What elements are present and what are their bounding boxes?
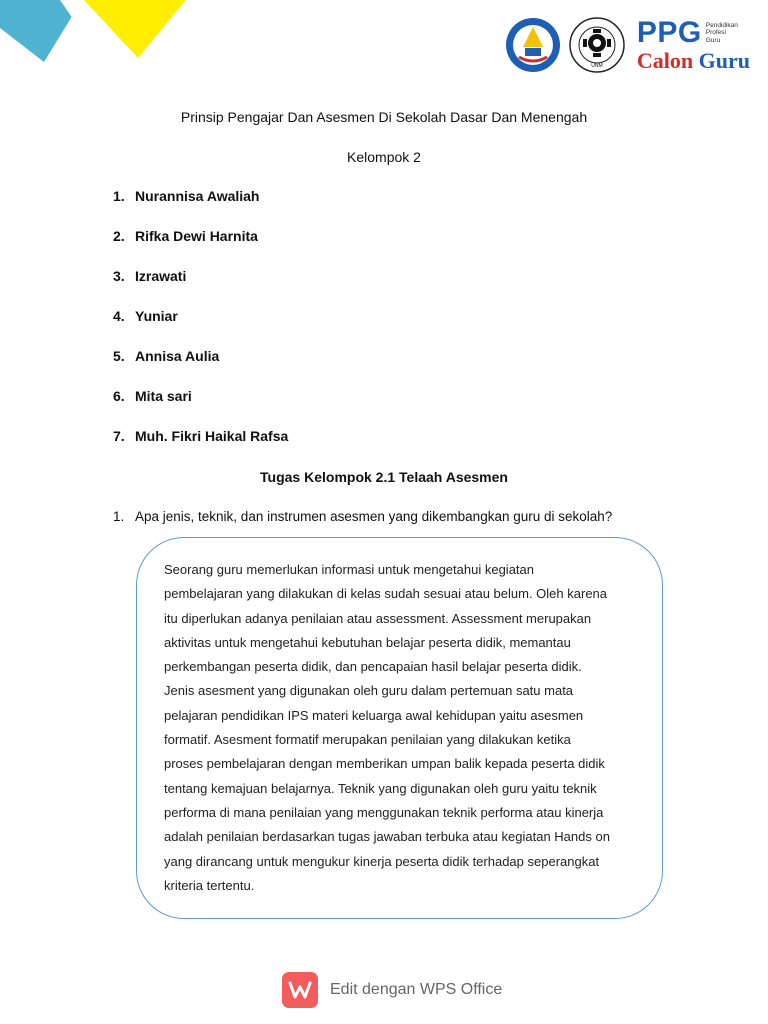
wps-label: Edit dengan WPS Office bbox=[330, 981, 503, 998]
header-logos bbox=[505, 12, 750, 78]
ppg-subtitle: Pendidikan Profesi Guru bbox=[705, 21, 738, 44]
calon-guru-wordmark: Calon Guru bbox=[636, 48, 750, 73]
corner-decoration bbox=[0, 0, 200, 70]
list-item: 5. Annisa Aulia bbox=[113, 348, 220, 364]
question-1: 1. Apa jenis, teknik, dan instrumen asesmen yang dikembangkan guru di sekolah? bbox=[113, 509, 613, 524]
list-item: 4. Yuniar bbox=[113, 308, 178, 324]
group-name: Kelompok 2 bbox=[347, 149, 421, 165]
list-item: 6. Mita sari bbox=[113, 388, 192, 404]
question-text: Apa jenis, teknik, dan instrumen asesmen yang dikembangkan guru di sekolah? bbox=[135, 509, 613, 524]
list-item: 3. Izrawati bbox=[113, 268, 187, 284]
tut-wuri-handayani-logo bbox=[505, 17, 561, 73]
unm-label: UNM bbox=[591, 63, 603, 69]
document-title: Prinsip Pengajar Dan Asesmen Di Sekolah Dasar Dan Menengah bbox=[180, 109, 588, 125]
wps-office-icon bbox=[282, 972, 318, 1008]
member-list bbox=[113, 188, 288, 468]
task-title: Tugas Kelompok 2.1 Telaah Asesmen bbox=[260, 469, 508, 485]
list-item: 7. Muh. Fikri Haikal Rafsa bbox=[113, 428, 289, 444]
answer-text: Seorang guru memerlukan informasi untuk mengetahui kegiatan pembelajaran yang dilakukan di kelas sudah sesuai atau belum. Oleh karena itu diperlukan adanya penilaian atau assessment. Assessment merupakan aktivitas untuk mengetahui kebutuhan belajar peserta didik, memantau perkembangan peserta didik, dan pencapaian hasil belajar peserta didik. Jenis asesment yang digunakan oleh guru dalam pertemuan satu mata pelajaran pendidikan IPS materi keluarga awal kehidupan yaitu asesmen formatif. Asesment formatif merupakan penilaian yang dilakukan ketika proses pembelajaran dengan memberikan umpan balik kepada peserta didik tentang kemajuan belajarnya. Teknik yang digunakan oleh guru yaitu teknik performa di mana penilaian yang menggunakan teknik performa atau kinerja adalah penilaian berdasarkan tugas jawaban terbuka atau kegiatan Hands on yang dirancang untuk mengukur kinerja peserta didik terhadap seperangkat kriteria tertentu. bbox=[164, 562, 610, 893]
list-item: 1. Nurannisa Awaliah bbox=[113, 188, 260, 204]
unm-logo bbox=[569, 17, 625, 73]
edit-with-wps-button[interactable] bbox=[282, 972, 502, 1008]
ppg-calon-guru-logo bbox=[637, 18, 750, 72]
list-item: 2. Rifka Dewi Harnita bbox=[113, 228, 258, 244]
ppg-wordmark: PPG bbox=[636, 16, 702, 49]
